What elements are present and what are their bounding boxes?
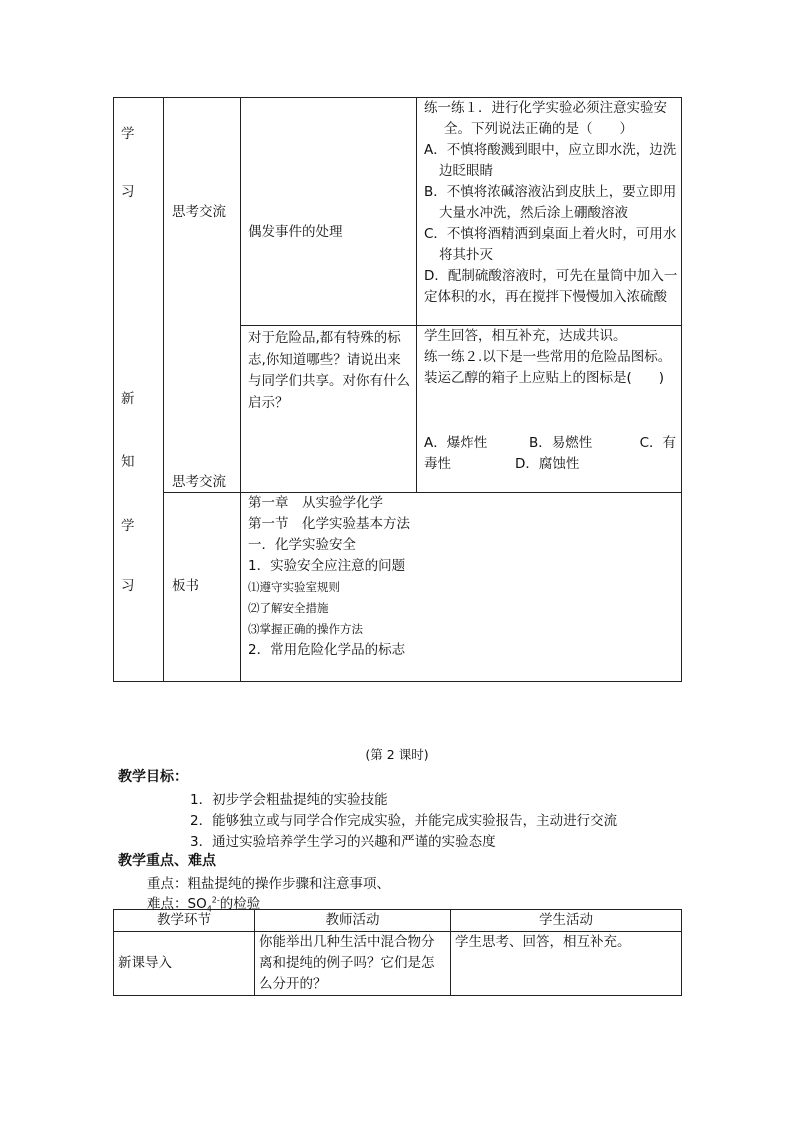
exercise1-option-a: A．不慎将酸溅到眼中，应立即水洗，边洗边眨眼睛 — [424, 142, 677, 179]
section-thinking-label: 思考交流 — [172, 204, 226, 220]
row1-stage: 新课导入 — [114, 932, 255, 996]
lesson2-table — [113, 909, 682, 996]
lesson1-table — [113, 97, 682, 682]
col1-char-3: 新 — [121, 391, 135, 407]
board-section: 第一节 化学实验基本方法 — [248, 516, 410, 532]
exercise1 — [424, 98, 682, 308]
board-part1: 一．化学实验安全 — [248, 537, 356, 553]
table-row — [114, 932, 682, 996]
exercise2-option-c: 毒性 — [424, 456, 451, 472]
col1-char-2: 习 — [121, 184, 135, 200]
column-learn-new — [114, 98, 164, 682]
row1-student: 学生思考、回答，相互补充。 — [451, 932, 682, 996]
topic-accident: 偶发事件的处理 — [248, 224, 343, 240]
exercise1-option-d: D．配制硫酸溶液时，可先在量筒中加入一定体积的水，再在搅拌下慢慢加入浓硫酸 — [424, 268, 678, 305]
section-board-cell — [164, 493, 241, 682]
exercise1-option-c: C．不慎将酒精洒到桌面上着火时，可用水将其扑灭 — [424, 226, 677, 263]
col1-char-1: 学 — [121, 126, 135, 142]
exercise1-cell — [417, 98, 682, 326]
lesson2-title: (第 2 课时) — [365, 747, 429, 762]
goal-1: 1．初步学会粗盐提纯的实验技能 — [190, 792, 388, 808]
exercise2-option-b: B．易燃性 — [529, 435, 593, 451]
goal-2: 2．能够独立或与同学合作完成实验，并能完成实验报告，主动进行交流 — [190, 813, 618, 829]
goal-3: 3．通过实验培养学生学习的兴趣和严谨的实验态度 — [190, 834, 496, 850]
board-sub1: ⑴遵守实验室规则 — [248, 580, 340, 594]
row1-teacher: 你能举出几种生活中混合物分离和提纯的例子吗？它们是怎么分开的？ — [255, 932, 451, 996]
header-stage: 教学环节 — [114, 910, 255, 932]
exercise2-stem: 练一练２.以下是一些常用的危险品图标。装运乙醇的箱子上应贴上的图标是( ) — [424, 349, 672, 386]
exercise2-option-d: D．腐蚀性 — [515, 456, 580, 472]
header-student: 学生活动 — [451, 910, 682, 932]
exercise2-cell — [417, 326, 682, 493]
col1-char-5: 学 — [121, 518, 135, 534]
exercise2-response: 学生回答，相互补充，达成共识。 — [424, 328, 627, 344]
section-thinking-cell — [164, 98, 241, 493]
key-heading: 教学重点、难点 — [118, 853, 216, 869]
board-item2: 2．常用危险化学品的标志 — [248, 642, 406, 658]
exercise1-stem: 练一练１．进行化学实验必须注意实验安全。下列说法正确的是（ ） — [424, 100, 667, 137]
key-point: 重点：粗盐提纯的操作步骤和注意事项、 — [147, 876, 390, 892]
goals-heading: 教学目标： — [118, 769, 188, 785]
section-board-label: 板书 — [172, 578, 199, 594]
topic-accident-cell — [241, 98, 417, 326]
col1-char-4: 知 — [121, 454, 135, 470]
board-chapter: 第一章 从实验学化学 — [248, 495, 383, 511]
exercise1-option-b: B．不慎将浓碱溶液沾到皮肤上，要立即用大量水冲洗，然后涂上硼酸溶液 — [424, 184, 677, 221]
hazard-question: 对于危险品,都有特殊的标志,你知道哪些？请说出来与同学们共享。对你有什么启示？ — [248, 330, 410, 411]
board-content-cell — [241, 493, 682, 682]
header-teacher: 教师活动 — [255, 910, 451, 932]
exercise2-option-c-part: C．有 — [639, 435, 676, 451]
section-thinking-label-2: 思考交流 — [172, 474, 226, 490]
col1-char-6: 习 — [121, 578, 135, 594]
board-sub3: ⑶掌握正确的操作方法 — [248, 622, 363, 636]
difficult-point: 难点：$SO_4^{2-}$的检验 — [147, 895, 261, 914]
exercise2-option-a: A．爆炸性 — [424, 435, 488, 451]
hazard-question-cell — [241, 326, 417, 493]
board-item1: 1．实验安全应注意的问题 — [248, 558, 406, 574]
exercise2 — [424, 326, 682, 389]
board-sub2: ⑵了解安全措施 — [248, 601, 329, 615]
